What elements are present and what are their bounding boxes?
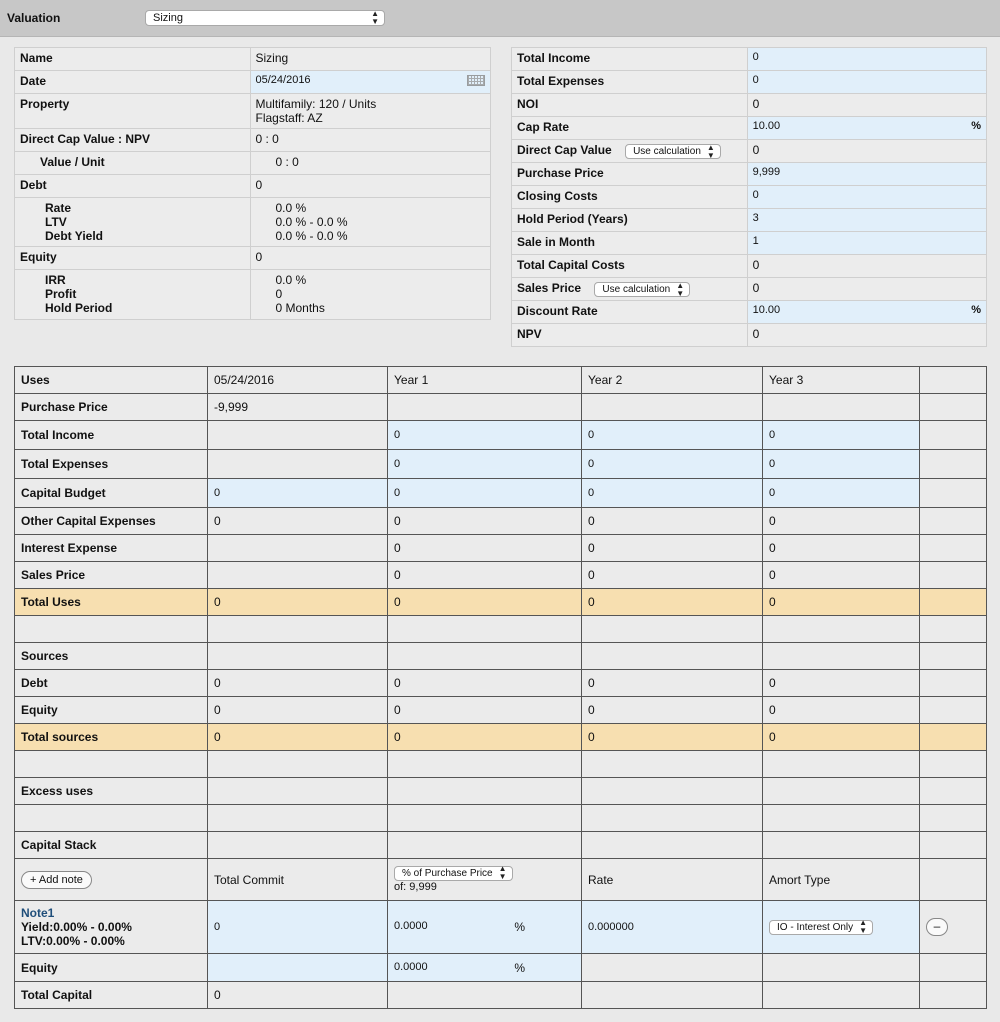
pct-purchase-cell (388, 859, 582, 901)
note-yield: Yield:0.00% - 0.00% (21, 920, 132, 934)
empty-cell (920, 394, 987, 421)
add-note-button[interactable]: + Add note (21, 871, 92, 889)
npv-value: 0 (747, 324, 986, 347)
debt-value: 0 (250, 175, 491, 198)
summary-right-panel (511, 47, 987, 347)
grid-cell: 0 (763, 724, 920, 751)
date-value: 05/24/2016 (255, 74, 311, 86)
cashflow-grid (14, 366, 987, 1009)
grid-input-cell[interactable]: 0 (763, 421, 920, 450)
name-label: Name (15, 48, 251, 71)
grid-cell (582, 832, 763, 859)
table-row (15, 479, 987, 508)
updown-arrows-icon: ▲ ▼ (706, 142, 715, 160)
empty-cell (920, 535, 987, 562)
updown-arrows-icon: ▲ ▼ (371, 9, 379, 26)
col-date-header: 05/24/2016 (208, 367, 388, 394)
grid-cell (208, 643, 388, 670)
row-label: Sales Price (15, 562, 208, 589)
sales-price-label-cell (512, 278, 748, 301)
closing-costs-label: Closing Costs (512, 186, 748, 209)
table-row (15, 421, 987, 450)
table-row (15, 670, 987, 697)
pct-purchase-select[interactable] (394, 866, 513, 881)
sales-price-select[interactable] (594, 282, 690, 297)
closing-costs-field[interactable]: 0 (747, 186, 986, 209)
empty-cell (920, 724, 987, 751)
grid-cell: 0 (582, 589, 763, 616)
total-expenses-field[interactable]: 0 (747, 71, 986, 94)
hold-period-field[interactable]: 3 (747, 209, 986, 232)
top-bar (0, 0, 1000, 37)
grid-cell (388, 394, 582, 421)
grid-cell (208, 832, 388, 859)
empty-cell (920, 421, 987, 450)
property-value (250, 94, 491, 129)
grid-cell (208, 805, 388, 832)
note-row (15, 901, 987, 954)
table-row (15, 450, 987, 479)
dcv-select[interactable] (625, 144, 721, 159)
equity-stack-row (15, 954, 987, 982)
grid-cell (582, 751, 763, 778)
updown-arrows-icon: ▲ ▼ (676, 280, 685, 298)
equity-pct-value: 0.0000 (394, 960, 428, 973)
note-commit-field[interactable]: 0 (208, 901, 388, 954)
grid-input-cell[interactable]: 0 (388, 479, 582, 508)
grid-header-row (15, 367, 987, 394)
grid-input-cell[interactable]: 0 (582, 479, 763, 508)
table-row (15, 535, 987, 562)
row-label: Purchase Price (15, 394, 208, 421)
table-row (15, 697, 987, 724)
empty-cell (920, 450, 987, 479)
grid-cell: 0 (208, 589, 388, 616)
grid-cell (208, 421, 388, 450)
property-label: Property (15, 94, 251, 129)
cap-rate-field[interactable] (747, 117, 986, 140)
dcv-label: Direct Cap Value (517, 143, 612, 157)
row-label: Capital Stack (15, 832, 208, 859)
empty-cell (388, 982, 582, 1009)
empty-cell (920, 589, 987, 616)
total-capital-costs-value: 0 (747, 255, 986, 278)
grid-input-cell[interactable]: 0 (763, 450, 920, 479)
cap-rate-value: 10.00 (752, 120, 781, 132)
grid-cell (388, 616, 582, 643)
total-income-label: Total Income (512, 48, 748, 71)
grid-cell: -9,999 (208, 394, 388, 421)
row-label: Other Capital Expenses (15, 508, 208, 535)
empty-cell (920, 367, 987, 394)
cap-rate-unit: % (971, 120, 981, 132)
note-amort-cell (763, 901, 920, 954)
equity-commit-field[interactable] (208, 954, 388, 982)
grid-cell: 0 (763, 697, 920, 724)
irr-value: 0.0 % (275, 273, 307, 287)
equity-stack-label: Equity (15, 954, 208, 982)
grid-cell (388, 751, 582, 778)
grid-cell (388, 805, 582, 832)
col-year2-header: Year 2 (582, 367, 763, 394)
updown-arrows-icon: ▲ ▼ (498, 864, 507, 881)
grid-input-cell[interactable]: 0 (582, 421, 763, 450)
discount-rate-label: Discount Rate (512, 301, 748, 324)
empty-cell (920, 859, 987, 901)
calendar-icon[interactable] (467, 75, 485, 86)
grid-cell (208, 450, 388, 479)
grid-cell (582, 643, 763, 670)
rate-label: Rate (45, 201, 72, 215)
grid-input-cell[interactable]: 0 (388, 450, 582, 479)
grid-cell: 0 (582, 697, 763, 724)
valuation-select-value: Sizing (153, 12, 183, 24)
total-capital-costs-label: Total Capital Costs (512, 255, 748, 278)
page-title: Valuation (7, 11, 61, 25)
note-rate-field[interactable]: 0.000000 (582, 901, 763, 954)
dcv-npv-label: Direct Cap Value : NPV (15, 129, 251, 152)
valuation-select[interactable] (145, 10, 385, 26)
grid-cell: 0 (763, 535, 920, 562)
empty-cell (920, 508, 987, 535)
remove-note-cell (920, 901, 987, 954)
empty-cell (582, 982, 763, 1009)
value-unit-value: 0 : 0 (275, 155, 299, 169)
grid-cell (763, 616, 920, 643)
row-label: Equity (15, 697, 208, 724)
grid-cell: 0 (208, 508, 388, 535)
profit-label: Profit (45, 287, 77, 301)
of-value: of: 9,999 (394, 880, 437, 893)
updown-arrows-icon: ▲ ▼ (859, 918, 868, 935)
grid-cell: 0 (582, 562, 763, 589)
grid-cell (763, 751, 920, 778)
date-field[interactable] (250, 71, 491, 94)
amort-type-select-value: IO - Interest Only (777, 921, 854, 933)
purchase-price-field[interactable]: 9,999 (747, 163, 986, 186)
row-label: Total Expenses (15, 450, 208, 479)
total-capital-label: Total Capital (15, 982, 208, 1009)
grid-cell: 0 (582, 535, 763, 562)
grid-cell (388, 643, 582, 670)
grid-cell: 0 (388, 508, 582, 535)
cap-rate-label: Cap Rate (512, 117, 748, 140)
grid-cell: 0 (582, 670, 763, 697)
row-label: Capital Budget (15, 479, 208, 508)
table-row (15, 589, 987, 616)
name-value: Sizing (250, 48, 491, 71)
total-capital-value: 0 (208, 982, 388, 1009)
empty-cell (582, 954, 763, 982)
summary-left-panel (14, 47, 491, 320)
dcv-select-value: Use calculation (633, 146, 701, 157)
empty-cell (920, 954, 987, 982)
note-cell (15, 901, 208, 954)
total-income-field[interactable]: 0 (747, 48, 986, 71)
empty-cell (920, 670, 987, 697)
grid-cell: 0 (582, 508, 763, 535)
add-note-cell (15, 859, 208, 901)
sales-price-select-value: Use calculation (602, 284, 671, 295)
note-ltv: LTV:0.00% - 0.00% (21, 934, 125, 948)
grid-cell: 0 (763, 589, 920, 616)
grid-cell (208, 535, 388, 562)
empty-cell (920, 697, 987, 724)
grid-cell (763, 394, 920, 421)
date-label: Date (15, 71, 251, 94)
grid-cell (582, 616, 763, 643)
purchase-price-label: Purchase Price (512, 163, 748, 186)
dcv-npv-value: 0 : 0 (250, 129, 491, 152)
discount-rate-value: 10.00 (752, 304, 781, 316)
table-row (15, 643, 987, 670)
grid-input-cell[interactable]: 0 (763, 479, 920, 508)
noi-value: 0 (747, 94, 986, 117)
equity-value: 0 (250, 247, 491, 270)
empty-cell (763, 954, 920, 982)
grid-cell (582, 394, 763, 421)
ltv-value: 0.0 % - 0.0 % (275, 215, 348, 229)
empty-cell (920, 643, 987, 670)
table-row (15, 616, 987, 643)
grid-cell: 0 (388, 535, 582, 562)
table-row (15, 394, 987, 421)
total-expenses-label: Total Expenses (512, 71, 748, 94)
empty-cell (920, 778, 987, 805)
grid-cell: 0 (208, 724, 388, 751)
table-row (15, 805, 987, 832)
grid-cell: 0 (763, 562, 920, 589)
empty-cell (920, 805, 987, 832)
grid-cell: 0 (388, 562, 582, 589)
equity-pct-unit: % (514, 960, 525, 975)
pct-purchase-select-value: % of Purchase Price (402, 867, 493, 879)
row-label: Excess uses (15, 778, 208, 805)
grid-cell (208, 778, 388, 805)
col-year1-header: Year 1 (388, 367, 582, 394)
uses-header: Uses (15, 367, 208, 394)
debt-yield-label: Debt Yield (45, 229, 104, 243)
value-unit-label: Value / Unit (40, 155, 105, 169)
grid-cell (208, 562, 388, 589)
sale-month-field[interactable]: 1 (747, 232, 986, 255)
capital-stack-header-row (15, 859, 987, 901)
grid-cell: 0 (388, 697, 582, 724)
grid-cell (763, 778, 920, 805)
empty-cell (920, 751, 987, 778)
row-label: Total Uses (15, 589, 208, 616)
note-pct-value: 0.0000 (394, 920, 428, 932)
note-pct-field[interactable] (388, 901, 582, 954)
discount-rate-field[interactable] (747, 301, 986, 324)
grid-cell (208, 616, 388, 643)
total-capital-row (15, 982, 987, 1009)
grid-cell: 0 (208, 670, 388, 697)
grid-input-cell[interactable]: 0 (208, 479, 388, 508)
discount-rate-unit: % (971, 304, 981, 316)
table-row (15, 751, 987, 778)
empty-cell (920, 616, 987, 643)
grid-cell: 0 (208, 697, 388, 724)
grid-cell (763, 832, 920, 859)
grid-cell: 0 (388, 724, 582, 751)
row-label: Sources (15, 643, 208, 670)
empty-cell (920, 982, 987, 1009)
sales-price-value: 0 (747, 278, 986, 301)
grid-cell (208, 751, 388, 778)
noi-label: NOI (512, 94, 748, 117)
grid-cell: 0 (582, 724, 763, 751)
grid-cell (582, 805, 763, 832)
row-label: Debt (15, 670, 208, 697)
table-row (15, 508, 987, 535)
rate-value: 0.0 % (275, 201, 307, 215)
grid-input-cell[interactable]: 0 (388, 421, 582, 450)
rate-header: Rate (582, 859, 763, 901)
property-line1: Multifamily: 120 / Units (255, 97, 377, 111)
grid-cell: 0 (763, 670, 920, 697)
debt-yield-value: 0.0 % - 0.0 % (275, 229, 348, 243)
empty-cell (920, 479, 987, 508)
table-row (15, 562, 987, 589)
table-row (15, 778, 987, 805)
hold-value: 0 Months (275, 301, 325, 315)
table-row (15, 832, 987, 859)
row-label: Total sources (15, 724, 208, 751)
note-pct-unit: % (514, 920, 525, 934)
note-title[interactable]: Note1 (21, 906, 55, 920)
grid-cell: 0 (763, 508, 920, 535)
grid-cell: 0 (388, 589, 582, 616)
grid-cell (763, 805, 920, 832)
grid-cell (388, 832, 582, 859)
table-row (15, 724, 987, 751)
col-year3-header: Year 3 (763, 367, 920, 394)
hold-period-label: Hold Period (Years) (512, 209, 748, 232)
row-label: Interest Expense (15, 535, 208, 562)
empty-cell (763, 982, 920, 1009)
grid-cell (388, 778, 582, 805)
grid-cell (763, 643, 920, 670)
amort-type-select[interactable] (769, 920, 873, 935)
ltv-label: LTV (45, 215, 67, 229)
equity-pct-field[interactable] (388, 954, 582, 982)
empty-cell (920, 832, 987, 859)
irr-label: IRR (45, 273, 66, 287)
profit-value: 0 (275, 287, 283, 301)
hold-label: Hold Period (45, 301, 113, 315)
sales-price-label: Sales Price (517, 281, 582, 295)
grid-cell: 0 (388, 670, 582, 697)
row-label: Total Income (15, 421, 208, 450)
row-label (15, 616, 208, 643)
debt-label: Debt (15, 175, 251, 198)
amort-type-header: Amort Type (763, 859, 920, 901)
grid-input-cell[interactable]: 0 (582, 450, 763, 479)
equity-label: Equity (15, 247, 251, 270)
empty-cell (920, 562, 987, 589)
dcv-label-cell (512, 140, 748, 163)
property-line2: Flagstaff: AZ (255, 111, 323, 125)
npv-label: NPV (512, 324, 748, 347)
total-commit-header: Total Commit (208, 859, 388, 901)
remove-note-button[interactable]: – (926, 918, 948, 936)
row-label (15, 751, 208, 778)
sale-month-label: Sale in Month (512, 232, 748, 255)
dcv-value: 0 (747, 140, 986, 163)
grid-cell (582, 778, 763, 805)
row-label (15, 805, 208, 832)
